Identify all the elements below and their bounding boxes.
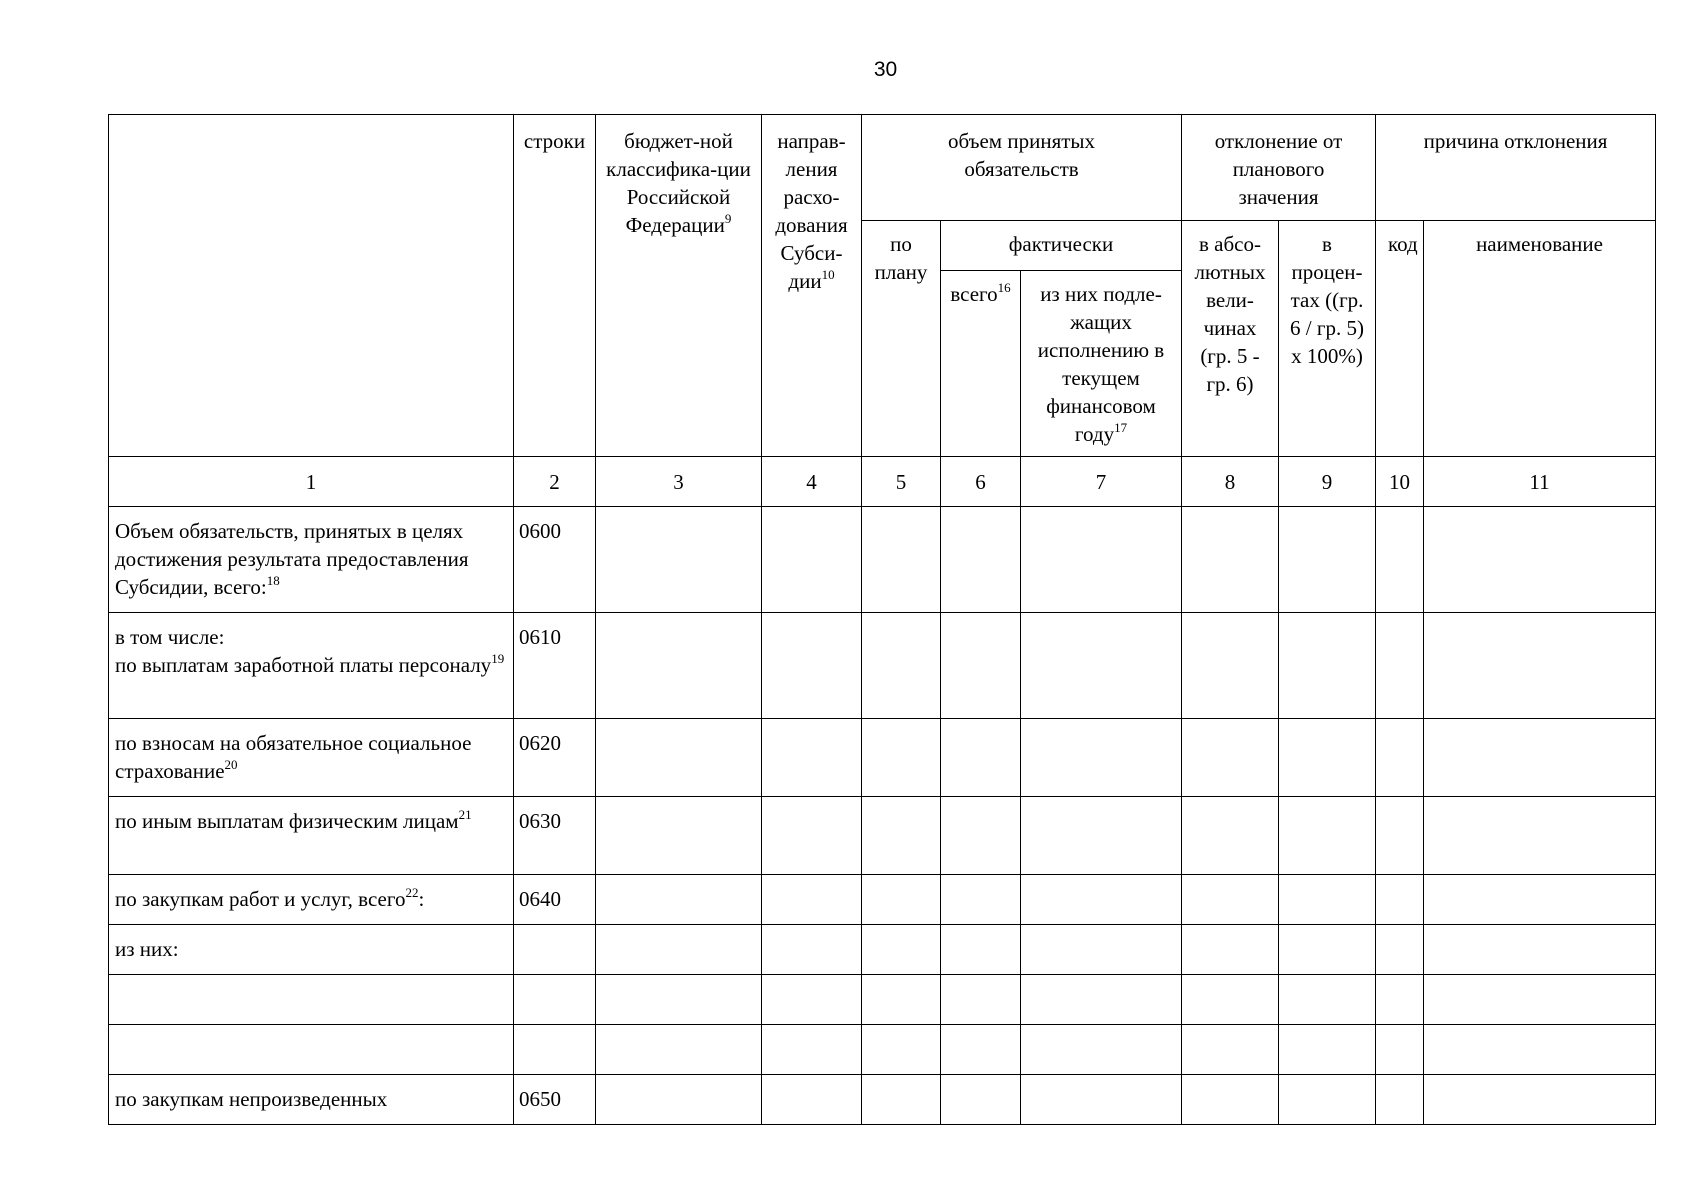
row-label-cell xyxy=(109,875,514,925)
value-cell-col5 xyxy=(862,797,941,875)
row-code: 0630 xyxy=(514,797,596,875)
value-cell-col11 xyxy=(1424,875,1656,925)
value-cell-col9 xyxy=(1279,797,1376,875)
header-col9: в процен-тах ((гр. 6 / гр. 5) x 100%) xyxy=(1290,232,1364,368)
table-row xyxy=(109,613,1656,719)
column-number: 9 xyxy=(1279,457,1376,507)
header-deviation-group: отклонение от планового значения xyxy=(1182,115,1376,221)
column-number: 3 xyxy=(596,457,762,507)
header-col5-cell xyxy=(862,221,941,457)
data-rows xyxy=(109,507,1656,1125)
value-cell-col8 xyxy=(1182,507,1279,613)
value-cell-col10 xyxy=(1376,975,1424,1025)
header-col3-cell xyxy=(596,115,762,457)
column-number: 4 xyxy=(762,457,862,507)
value-cell-col9 xyxy=(1279,1075,1376,1125)
row-code xyxy=(514,1025,596,1075)
value-cell-col7 xyxy=(1021,613,1182,719)
value-cell-col10 xyxy=(1376,925,1424,975)
value-cell-col4 xyxy=(762,925,862,975)
value-cell-col9 xyxy=(1279,975,1376,1025)
row-label: в том числе: по выплатам заработной платы персоналу xyxy=(115,625,492,677)
row-footnote: 21 xyxy=(458,807,472,822)
table-row xyxy=(109,925,1656,975)
obligations-table xyxy=(108,114,1656,1125)
value-cell-col4 xyxy=(762,1025,862,1075)
value-cell-col4 xyxy=(762,1075,862,1125)
column-number: 7 xyxy=(1021,457,1182,507)
value-cell-col11 xyxy=(1424,925,1656,975)
column-number: 2 xyxy=(514,457,596,507)
column-number: 8 xyxy=(1182,457,1279,507)
header-col2: строки xyxy=(523,129,586,153)
value-cell-col11 xyxy=(1424,1025,1656,1075)
row-label-cell xyxy=(109,1075,514,1125)
row-footnote: 18 xyxy=(266,573,280,588)
value-cell-col11 xyxy=(1424,719,1656,797)
header-col11-cell xyxy=(1424,221,1656,457)
value-cell-col8 xyxy=(1182,1025,1279,1075)
row-code xyxy=(514,975,596,1025)
header-col5: по плану xyxy=(874,232,928,284)
table-row xyxy=(109,507,1656,613)
column-number: 10 xyxy=(1376,457,1424,507)
value-cell-col4 xyxy=(762,613,862,719)
table-row xyxy=(109,875,1656,925)
value-cell-col6 xyxy=(941,613,1021,719)
value-cell-col11 xyxy=(1424,975,1656,1025)
header-col2-cell xyxy=(514,115,596,457)
value-cell-col11 xyxy=(1424,797,1656,875)
value-cell-col4 xyxy=(762,507,862,613)
value-cell-col11 xyxy=(1424,507,1656,613)
row-label: по закупкам непроизведенных xyxy=(115,1087,388,1111)
value-cell-col10 xyxy=(1376,507,1424,613)
table-row xyxy=(109,1075,1656,1125)
value-cell-col3 xyxy=(596,1025,762,1075)
value-cell-col5 xyxy=(862,507,941,613)
row-code: 0600 xyxy=(514,507,596,613)
header-reason-group: причина отклонения xyxy=(1376,115,1656,221)
value-cell-col5 xyxy=(862,925,941,975)
value-cell-col9 xyxy=(1279,875,1376,925)
value-cell-col4 xyxy=(762,797,862,875)
value-cell-col5 xyxy=(862,613,941,719)
header-col6-cell xyxy=(941,271,1021,457)
value-cell-col7 xyxy=(1021,507,1182,613)
column-number: 11 xyxy=(1424,457,1656,507)
value-cell-col8 xyxy=(1182,875,1279,925)
value-cell-col3 xyxy=(596,1075,762,1125)
column-number: 1 xyxy=(109,457,514,507)
header-col8: в абсо-лютных вели-чинах (гр. 5 - гр. 6) xyxy=(1194,232,1266,396)
value-cell-col9 xyxy=(1279,925,1376,975)
value-cell-col3 xyxy=(596,719,762,797)
column-number-row xyxy=(109,457,1656,507)
value-cell-col5 xyxy=(862,975,941,1025)
value-cell-col3 xyxy=(596,975,762,1025)
header-col4-footnote: 10 xyxy=(821,267,835,282)
value-cell-col4 xyxy=(762,875,862,925)
value-cell-col6 xyxy=(941,875,1021,925)
value-cell-col8 xyxy=(1182,797,1279,875)
row-code: 0610 xyxy=(514,613,596,719)
row-label-cell xyxy=(109,719,514,797)
value-cell-col10 xyxy=(1376,797,1424,875)
value-cell-col5 xyxy=(862,1075,941,1125)
value-cell-col7 xyxy=(1021,1025,1182,1075)
value-cell-col3 xyxy=(596,925,762,975)
table-row xyxy=(109,719,1656,797)
header-col8-cell xyxy=(1182,221,1279,457)
row-label: из них: xyxy=(115,937,179,961)
row-label: по закупкам работ и услуг, всего xyxy=(115,887,406,911)
value-cell-col7 xyxy=(1021,1075,1182,1125)
row-code: 0640 xyxy=(514,875,596,925)
value-cell-col9 xyxy=(1279,1025,1376,1075)
header-col7: из них подле-жащих исполнению в текущем финансовом году xyxy=(1037,282,1165,446)
value-cell-col6 xyxy=(941,975,1021,1025)
page-number: 30 xyxy=(873,58,898,81)
header-col6-footnote: 16 xyxy=(997,280,1011,295)
value-cell-col11 xyxy=(1424,1075,1656,1125)
row-label-suffix: : xyxy=(418,887,425,911)
value-cell-col10 xyxy=(1376,875,1424,925)
table-row xyxy=(109,1025,1656,1075)
row-code: 0620 xyxy=(514,719,596,797)
row-label-cell xyxy=(109,975,514,1025)
column-number: 5 xyxy=(862,457,941,507)
column-number: 6 xyxy=(941,457,1021,507)
value-cell-col9 xyxy=(1279,613,1376,719)
value-cell-col3 xyxy=(596,507,762,613)
header-col11: наименование xyxy=(1476,232,1603,256)
table-row xyxy=(109,797,1656,875)
value-cell-col10 xyxy=(1376,1075,1424,1125)
header-col3: бюджет-ной классифика-ции Российской Федерации xyxy=(606,129,751,237)
header-col6: всего xyxy=(950,282,998,306)
header-actual-group: фактически xyxy=(941,221,1182,271)
row-label-cell xyxy=(109,613,514,719)
table-row xyxy=(109,975,1656,1025)
row-label-cell xyxy=(109,507,514,613)
header-col4: направ-ления расхо-дования Субси-дии xyxy=(775,129,848,293)
value-cell-col5 xyxy=(862,719,941,797)
value-cell-col8 xyxy=(1182,975,1279,1025)
value-cell-col3 xyxy=(596,797,762,875)
header-col3-footnote: 9 xyxy=(724,211,732,226)
row-code: 0650 xyxy=(514,1075,596,1125)
value-cell-col6 xyxy=(941,925,1021,975)
value-cell-col8 xyxy=(1182,1075,1279,1125)
value-cell-col7 xyxy=(1021,975,1182,1025)
value-cell-col11 xyxy=(1424,613,1656,719)
row-label-cell xyxy=(109,797,514,875)
value-cell-col5 xyxy=(862,875,941,925)
value-cell-col3 xyxy=(596,613,762,719)
value-cell-col6 xyxy=(941,1075,1021,1125)
value-cell-col10 xyxy=(1376,1025,1424,1075)
value-cell-col6 xyxy=(941,507,1021,613)
value-cell-col5 xyxy=(862,1025,941,1075)
row-label: по иным выплатам физическим лицам xyxy=(115,809,459,833)
value-cell-col9 xyxy=(1279,719,1376,797)
value-cell-col7 xyxy=(1021,875,1182,925)
value-cell-col4 xyxy=(762,719,862,797)
value-cell-col3 xyxy=(596,875,762,925)
value-cell-col8 xyxy=(1182,925,1279,975)
value-cell-col4 xyxy=(762,975,862,1025)
header-col4-cell xyxy=(762,115,862,457)
header-col7-cell xyxy=(1021,271,1182,457)
row-label: Объем обязательств, принятых в целях достижения результата предоставления Субсидии, всего: xyxy=(115,519,469,599)
header-col1-cell xyxy=(109,115,514,457)
value-cell-col6 xyxy=(941,1025,1021,1075)
header-col9-cell xyxy=(1279,221,1376,457)
header-col10: код xyxy=(1388,232,1418,256)
value-cell-col6 xyxy=(941,797,1021,875)
row-label-cell xyxy=(109,1025,514,1075)
row-footnote: 22 xyxy=(405,885,419,900)
row-label: по взносам на обязательное социальное страхование xyxy=(115,731,472,783)
header-col7-footnote: 17 xyxy=(1114,420,1128,435)
value-cell-col8 xyxy=(1182,719,1279,797)
row-footnote: 19 xyxy=(491,651,505,666)
value-cell-col7 xyxy=(1021,925,1182,975)
value-cell-col10 xyxy=(1376,719,1424,797)
row-code xyxy=(514,925,596,975)
value-cell-col7 xyxy=(1021,797,1182,875)
value-cell-col7 xyxy=(1021,719,1182,797)
row-footnote: 20 xyxy=(224,757,238,772)
value-cell-col9 xyxy=(1279,507,1376,613)
value-cell-col8 xyxy=(1182,613,1279,719)
header-obligations-group: объем принятых обязательств xyxy=(862,115,1182,221)
value-cell-col6 xyxy=(941,719,1021,797)
header-col10-cell xyxy=(1376,221,1424,457)
row-label-cell xyxy=(109,925,514,975)
value-cell-col10 xyxy=(1376,613,1424,719)
